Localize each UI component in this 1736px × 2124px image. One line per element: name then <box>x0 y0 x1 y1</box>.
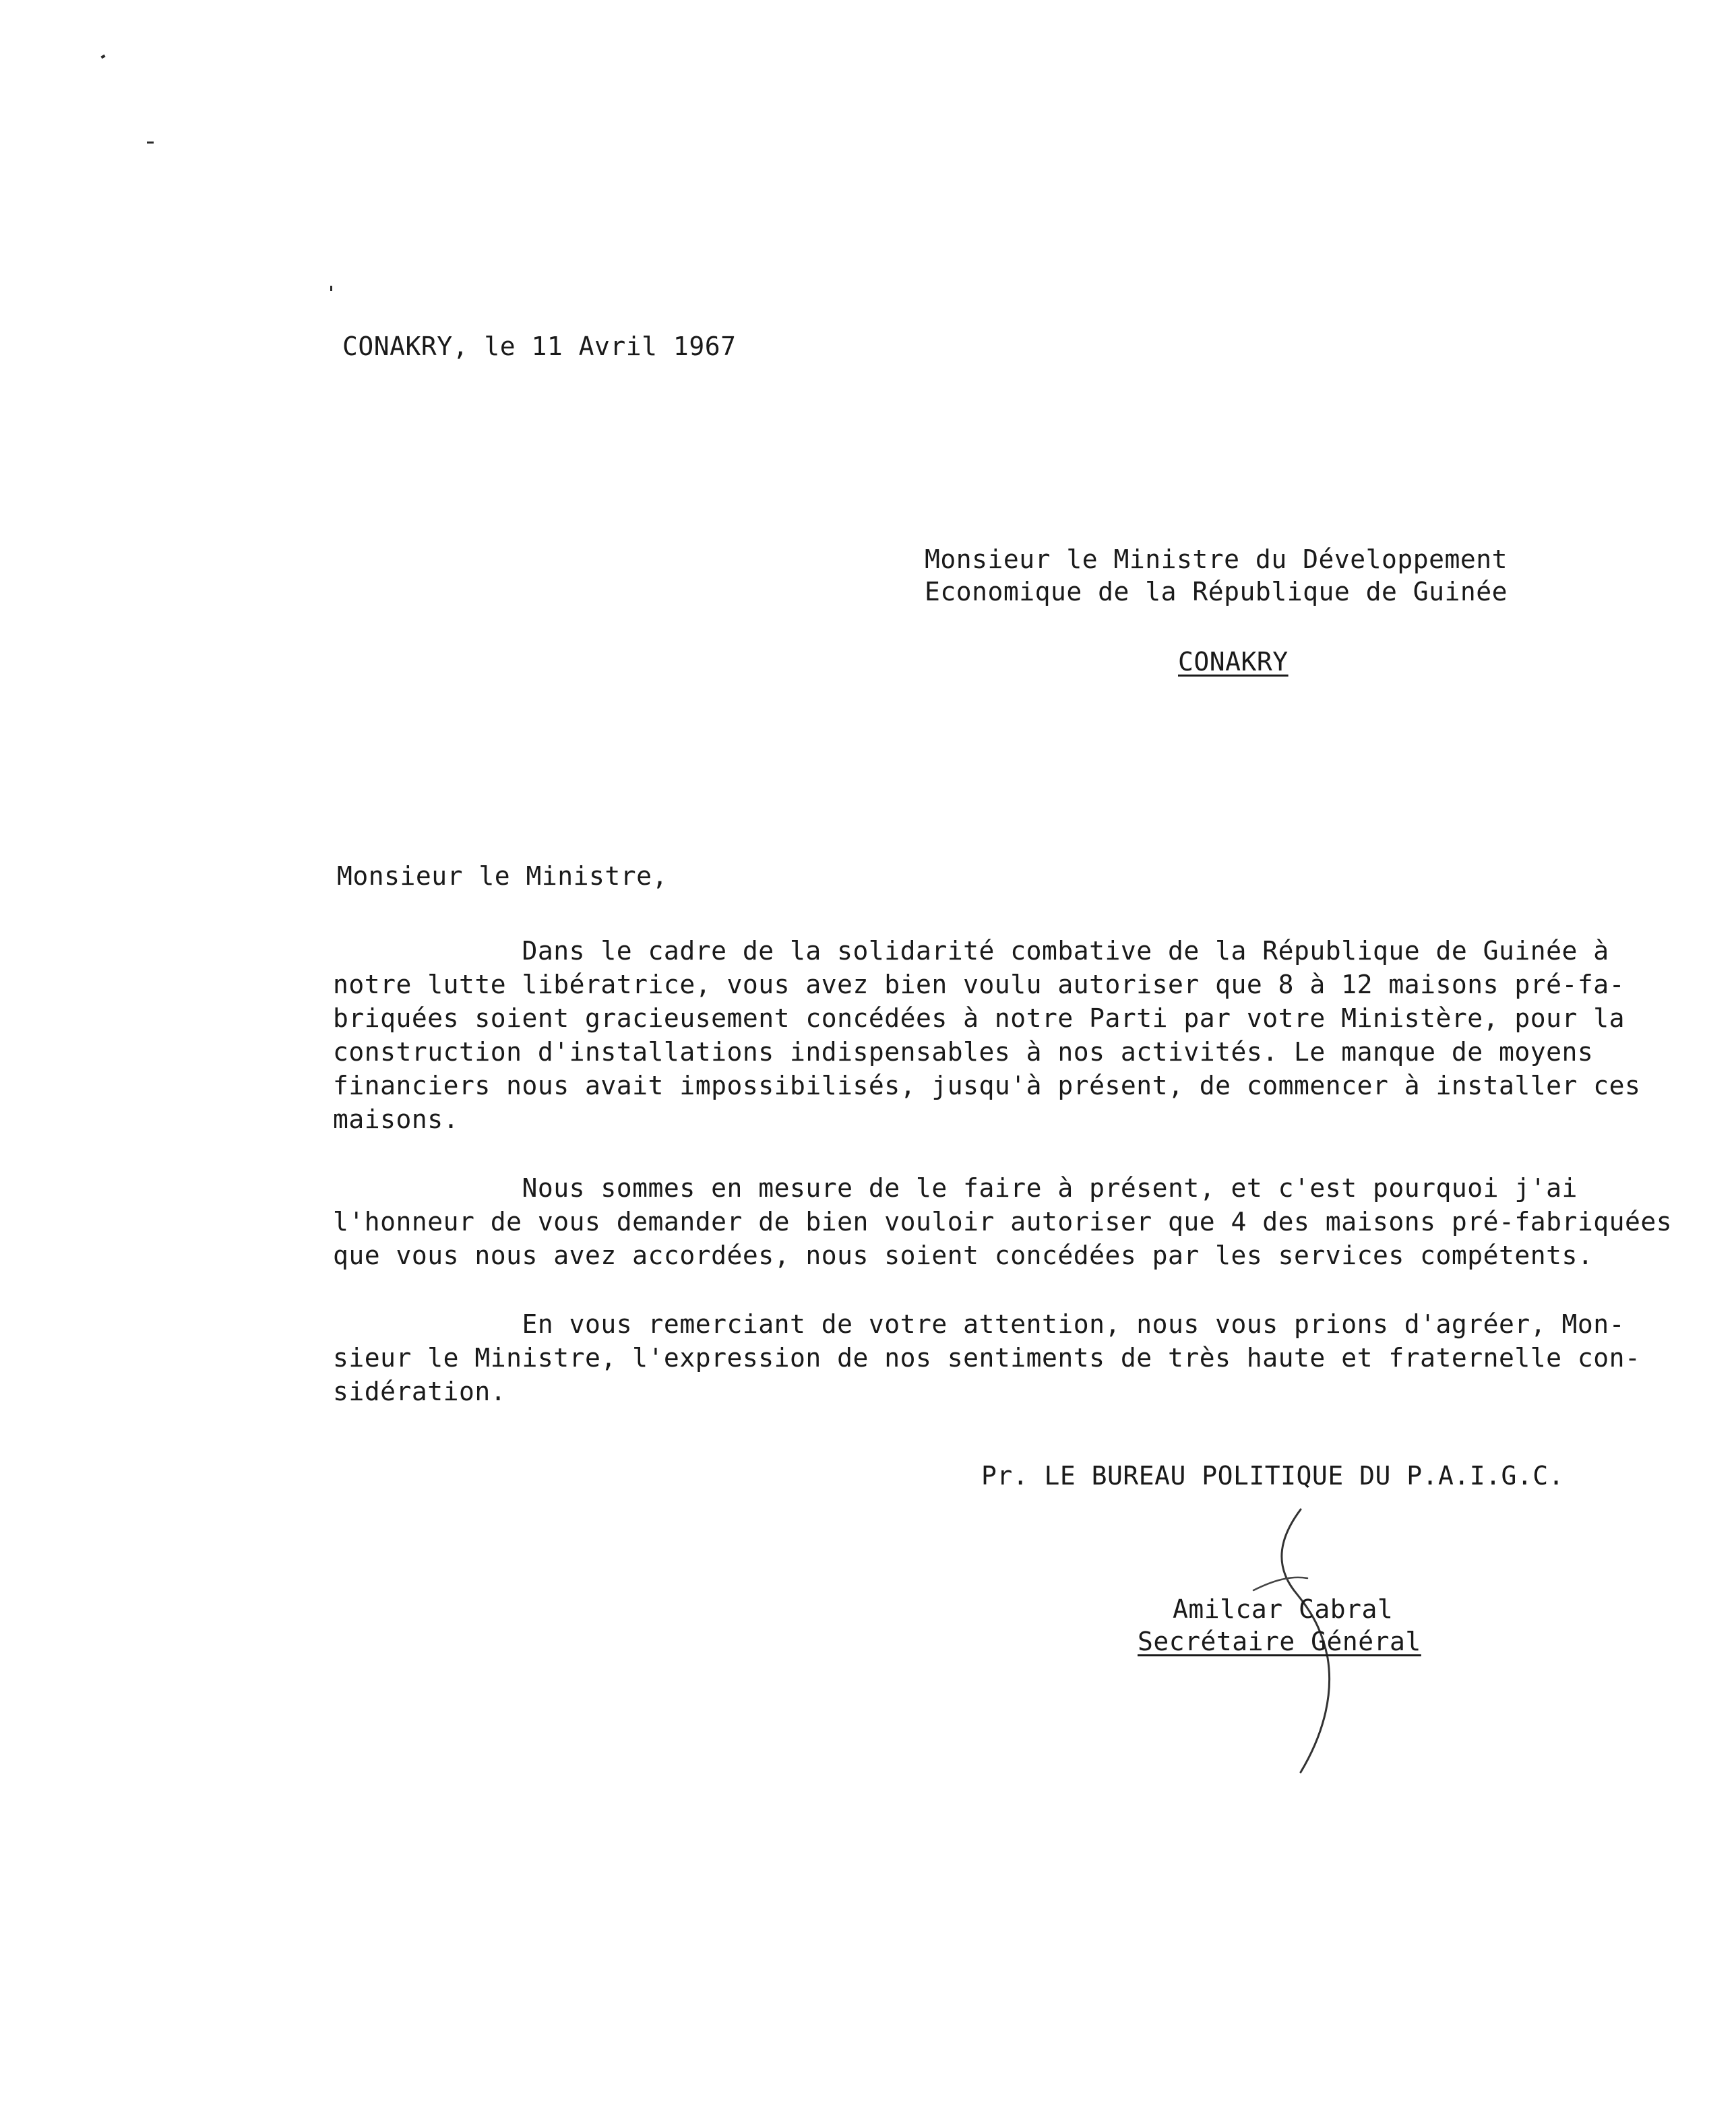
recipient-line-1: Monsieur le Ministre du Développement <box>925 544 1508 574</box>
recipient-city: CONAKRY <box>1178 647 1289 677</box>
date-line: CONAKRY, le 11 Avril 1967 <box>342 332 737 361</box>
text-line: sidération. <box>333 1377 507 1406</box>
paragraph-2 <box>333 1171 1673 1272</box>
text-line: Nous sommes en mesure de le faire à présent, et c'est pourquoi j'ai <box>333 1173 1578 1203</box>
text-line: notre lutte libératrice, vous avez bien voulu autoriser que 8 à 12 maisons pré-fa- <box>333 970 1625 999</box>
text-line: sieur le Ministre, l'expression de nos sentiments de très haute et fraternelle con- <box>333 1343 1641 1373</box>
text-line: Dans le cadre de la solidarité combative de la République de Guinée à <box>333 936 1609 966</box>
scan-speck <box>100 55 105 59</box>
recipient-line-2: Economique de la République de Guinée <box>925 577 1508 606</box>
signer-name: Amilcar Cabral <box>1173 1594 1394 1624</box>
text-line: En vous remerciant de votre attention, nous vous prions d'agréer, Mon- <box>333 1309 1625 1339</box>
text-line: que vous nous avez accordées, nous soient concédées par les services compétents. <box>333 1241 1594 1270</box>
paragraph-3 <box>333 1307 1654 1408</box>
text-line: maisons. <box>333 1104 460 1134</box>
text-line: construction d'installations indispensables à nos activités. Le manque de moyens <box>333 1037 1594 1067</box>
recipient-address <box>925 543 1508 608</box>
closing-line: Pr. LE BUREAU POLITIQUE DU P.A.I.G.C. <box>981 1461 1564 1491</box>
text-line: l'honneur de vous demander de bien vouloir autoriser que 4 des maisons pré-fabriquées <box>333 1207 1673 1237</box>
signer-title: Secrétaire Général <box>1138 1627 1421 1656</box>
paragraph-1 <box>333 934 1654 1136</box>
salutation: Monsieur le Ministre, <box>337 861 668 891</box>
scan-speck <box>147 142 154 144</box>
text-line: briquées soient gracieusement concédées à notre Parti par votre Ministère, pour la <box>333 1003 1625 1033</box>
scan-speck <box>330 286 332 291</box>
text-line: financiers nous avait impossibilisés, jusqu'à présent, de commencer à installer ces <box>333 1071 1641 1100</box>
